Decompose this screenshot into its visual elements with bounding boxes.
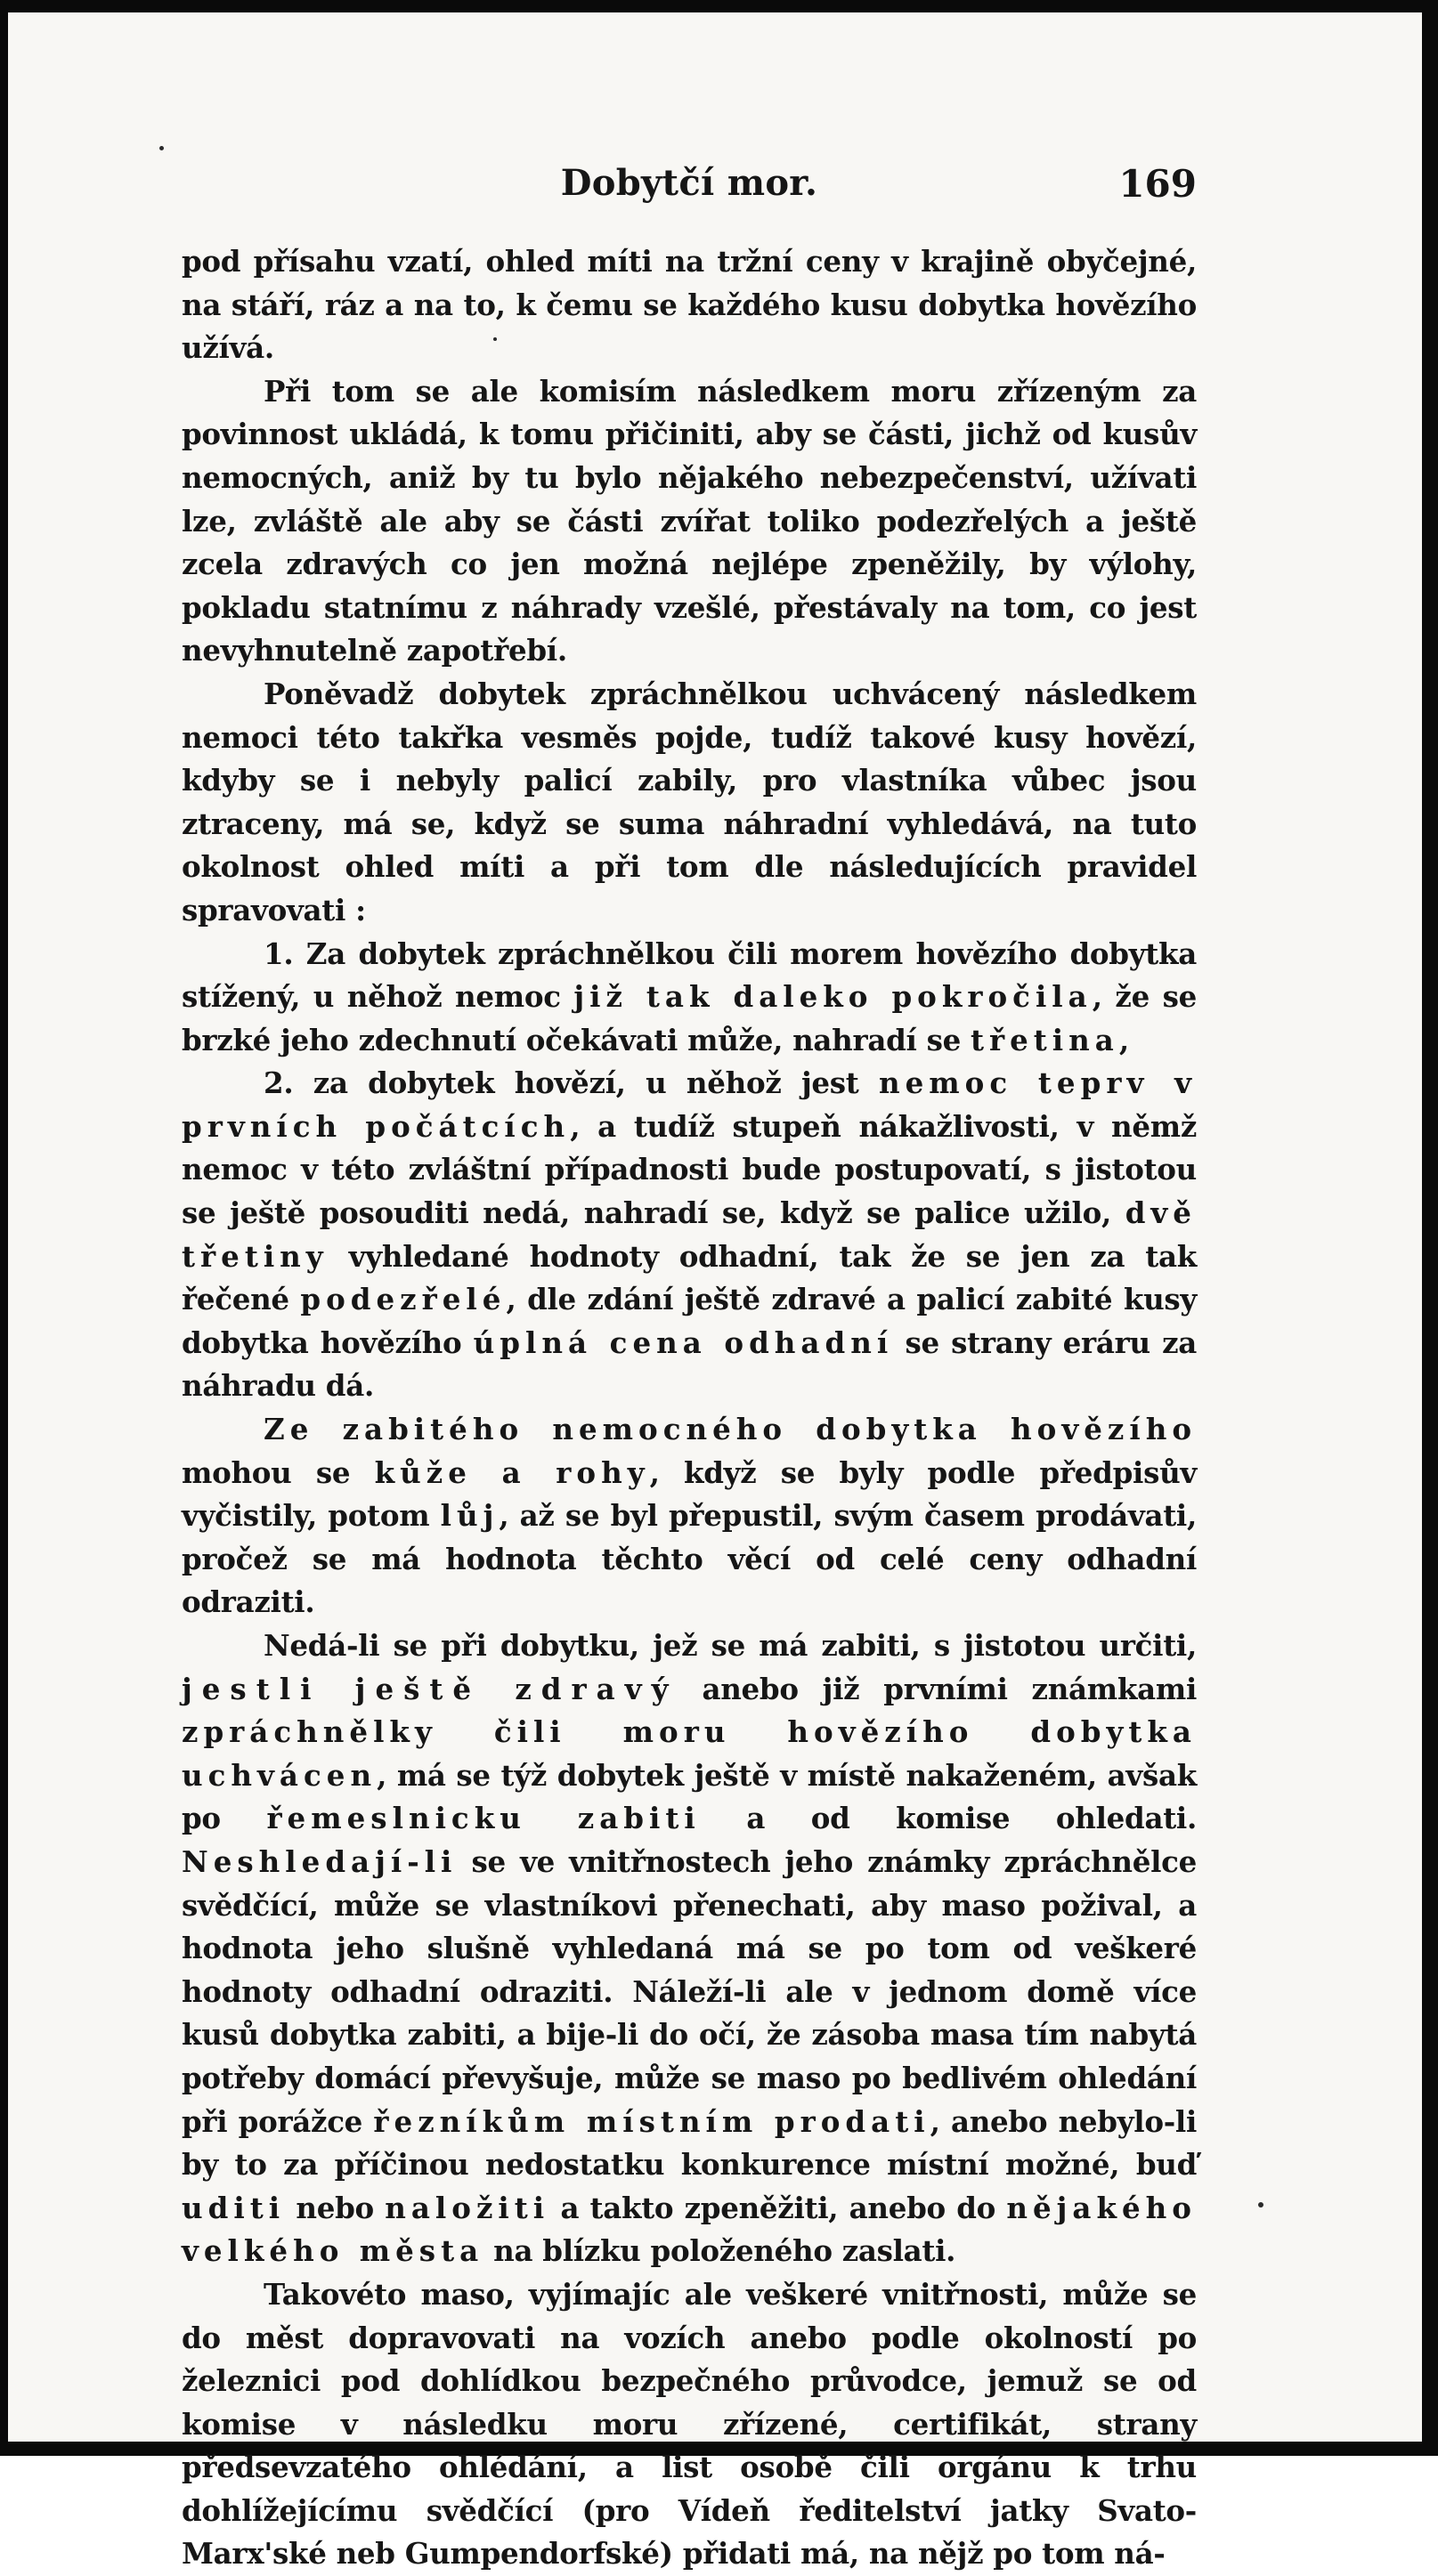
text-run: Nedá-li se při dobytku, jež se má zabiti, s jistotou určiti, <box>264 1628 1197 1663</box>
paragraph-continuation: pod přísahu vzatí, ohled míti na tržní ceny v krajině obyčejné, na stáří, ráz a na to, k čemu se každého kusu dobytka hovězího užívá. <box>182 244 1197 366</box>
paragraph-rule-2 <box>182 1062 1197 1408</box>
paragraph-rule-1 <box>182 933 1197 1063</box>
body-text <box>182 240 1197 2576</box>
text-run: anebo již prvními známkami <box>678 1671 1198 1706</box>
text-run: , <box>1118 1022 1129 1057</box>
text-run: se strany eráru za náhradu dá. <box>182 1324 1197 1404</box>
paragraph-uncertain-cattle <box>182 1624 1197 2273</box>
spaced-emphasis: lůj <box>440 1498 500 1534</box>
book-page <box>182 162 1197 2576</box>
text-run: na blízku položeného zaslati. <box>483 2233 956 2269</box>
paragraph-meat-transport: Takovéto maso, vyjímajíc ale veškeré vnitřnosti, může se do měst dopravovati na vozích anebo podle okolností po železnici pod dohlídkou bezpečného průvodce, jemuž se od komise v následku moru zřízené, certifikát, strany předsevzatého ohlédání, a list osobě čili orgánu k trhu dohlížejícímu svědčící (pro Vídeň ředitelství jatky Svato-Marx'ské neb Gumpendorfské) přidati má, na nějž po tom ná- <box>182 2276 1197 2572</box>
text-run: se ve vnitřnostech jeho známky zpráchnělce svědčící, může se vlastníkovi přenechati, aby maso požival, a hodnota jeho slušně vyhledaná má se po tom od veškeré hodnoty odhadní odraziti. Náleží-li ale v jednom domě více kusů dobytka zabiti, a bije-li do očí, že zásoba masa tím nabytá potřeby domácí převyšuje, může se maso po bedlivém ohledání při porážce <box>182 1843 1197 2139</box>
paragraph-compensation-rules: Poněvadž dobytek zpráchnělkou uchvácený následkem nemoci této takřka vesměs pojde, tudíž takové kusy hovězí, kdyby se i nebyly palicí zabily, pro vlastníka vůbec jsou ztraceny, má se, když se suma náhradní vyhledává, na tuto okolnost ohled míti a při tom dle následujících pravidel spravovati : <box>182 676 1197 928</box>
spaced-emphasis: podezřelé <box>300 1282 507 1317</box>
spaced-emphasis: úplná cena odhadní <box>473 1324 894 1360</box>
spaced-emphasis: jestli ještě zdravý <box>182 1671 678 1706</box>
spaced-emphasis: Neshledají-li <box>182 1843 458 1879</box>
running-header <box>182 162 1197 215</box>
text-run: a takto zpeněžiti, anebo do <box>549 2190 1007 2225</box>
text-run: 1. Za dobytek zpráchnělkou čili morem hovězího dobytka stížený, u něhož nemoc <box>182 936 1197 1015</box>
text-run: , anebo nebylo-li by to za příčinou nedostatku konkurence místní možné, buď <box>182 2103 1197 2183</box>
text-run: , že se brzké jeho zdechnutí očekávati může, nahradí se <box>182 979 1197 1057</box>
spaced-emphasis: kůže a rohy <box>374 1454 650 1490</box>
spaced-emphasis: Ze zabitého nemocného dobytka hovězího <box>264 1412 1197 1447</box>
scan-speck <box>1258 2202 1263 2207</box>
text-run: , když se byly podle předpisův vyčistily, potom <box>182 1454 1197 1534</box>
text-run: mohou se <box>182 1454 375 1490</box>
spaced-emphasis: zpráchnělky čili moru hovězího dobytka uchvácen <box>182 1714 1197 1793</box>
text-run: 2. za dobytek hovězí, u něhož jest <box>264 1065 879 1101</box>
text-run: vyhledané hodnoty odhadní, tak že se jen za tak řečené <box>182 1238 1197 1317</box>
spaced-emphasis: uditi <box>182 2190 286 2225</box>
spaced-emphasis: nějakého velkého města <box>182 2190 1197 2269</box>
text-run: , má se týž dobytek ještě v místě nakaženém, avšak po <box>182 1757 1197 1836</box>
page-number: 169 <box>1118 162 1197 206</box>
text-run: , až se byl přepustil, svým časem prodávati, pročež se má hodnota těchto věcí od celé ceny odhadní odraziti. <box>182 1498 1197 1620</box>
spaced-emphasis: třetina <box>970 1022 1119 1057</box>
spaced-emphasis: řemeslnicku zabiti <box>266 1801 701 1836</box>
paragraph-commission-duty: Při tom se ale komisím následkem moru zřízeným za povinnost ukládá, k tomu přičiniti, aby se části, jichž od kusův nemocných, aniž by tu bylo nějakého nebezpečenství, užívati lze, zvláště ale aby se části zvířat toliko podezřelých a ještě zcela zdravých co jen možná nejlépe zpeněžily, by výlohy, pokladu statnímu z náhrady vzešlé, přestávaly na tom, co jest nevyhnutelně zapotřebí. <box>182 373 1197 668</box>
text-run: a od komise ohledati. <box>700 1801 1197 1836</box>
spaced-emphasis: naložiti <box>385 2190 550 2225</box>
paragraph-hides-and-horns <box>182 1408 1197 1624</box>
running-title: Dobytčí mor. <box>560 162 818 204</box>
text-run: nebo <box>285 2190 386 2225</box>
text-run: , dle zdání ještě zdravé a palicí zabité kusy dobytka hovězího <box>182 1282 1197 1360</box>
spaced-emphasis: nemoc teprv v prvních počátcích <box>182 1065 1197 1144</box>
text-run: , a tudíž stupeň nákažlivosti, v němž nemoc v této zvláštní případnosti bude postupovatí, s jistotou se ještě posouditi nedá, nahradí se, když se palice užilo, <box>182 1108 1197 1231</box>
spaced-emphasis: řezníkům místním prodati <box>373 2103 930 2139</box>
spaced-emphasis: již tak daleko pokročila <box>573 979 1093 1015</box>
spaced-emphasis: dvě třetiny <box>182 1195 1197 1274</box>
scan-speck <box>159 146 164 150</box>
